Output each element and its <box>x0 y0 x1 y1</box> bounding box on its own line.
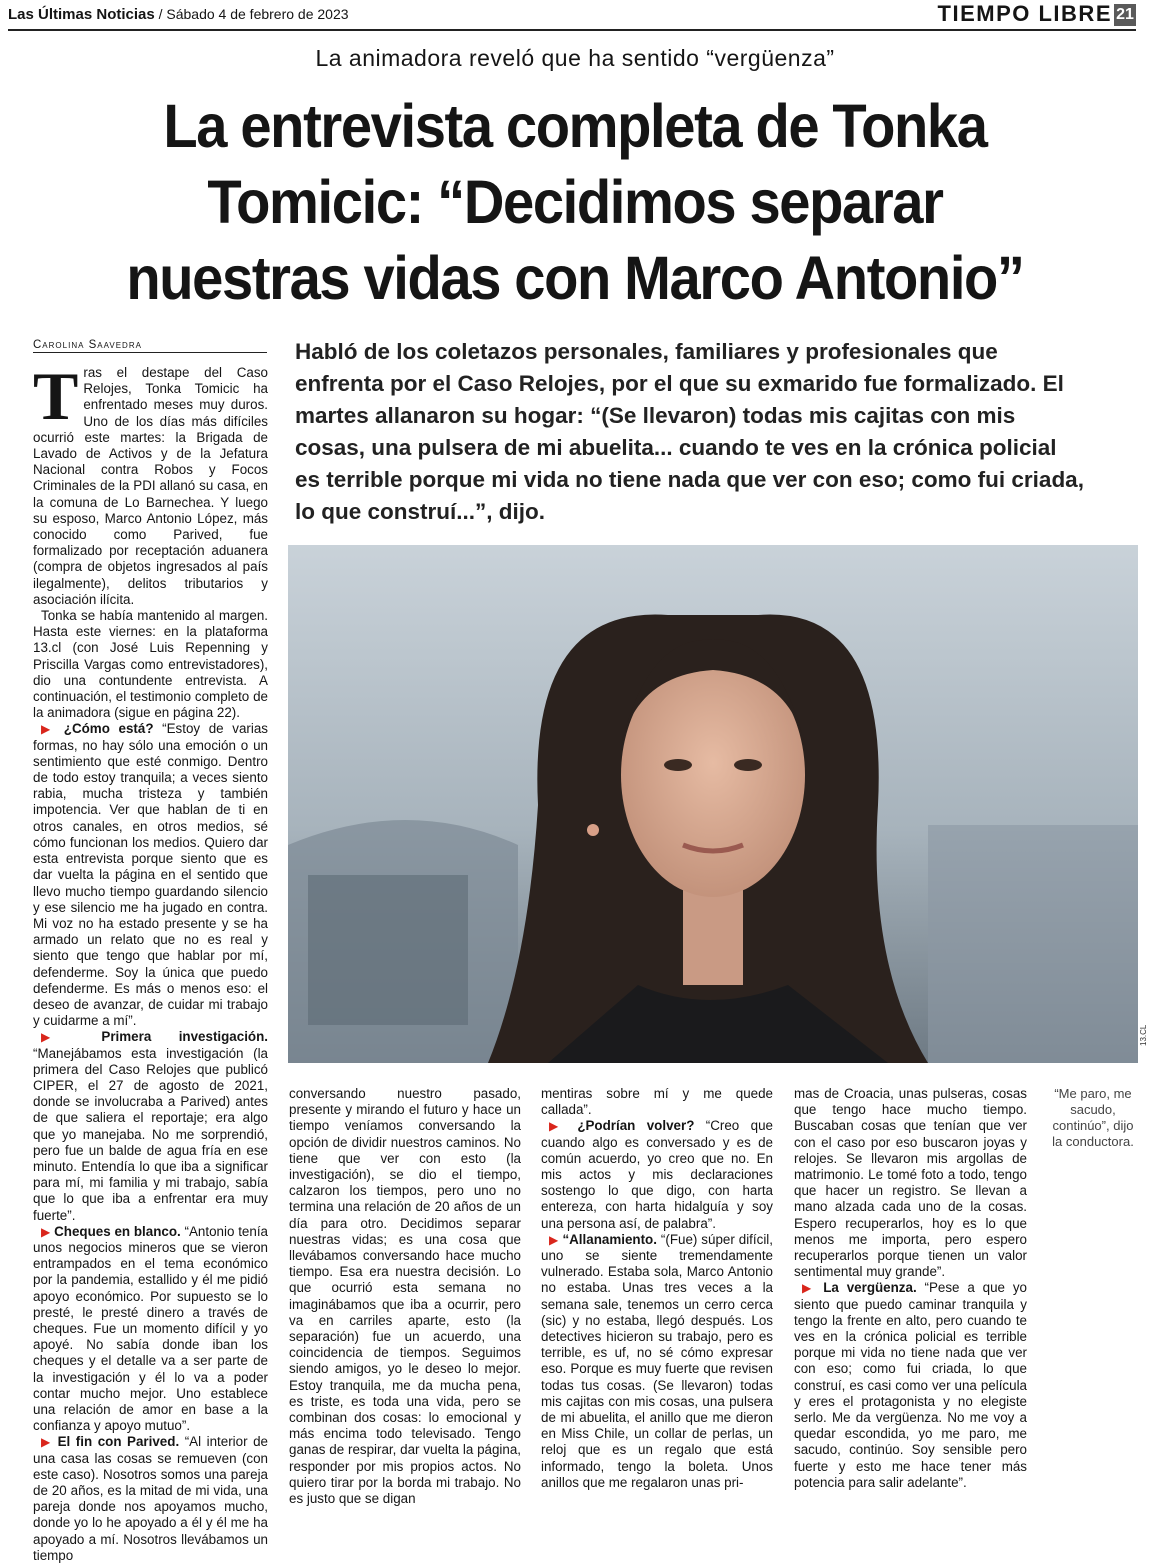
subhead: Cheques en blanco. <box>54 1223 181 1239</box>
triangle-bullet-icon: ▶ <box>41 1224 51 1239</box>
subhead: ¿Cómo está? <box>63 721 154 737</box>
pull-quote: “Me paro, me sacudo, continúo”, dijo la conductora. <box>1052 1086 1134 1149</box>
triangle-bullet-icon: ▶ <box>802 1281 816 1296</box>
newspaper-name: Las Últimas Noticias <box>8 6 155 23</box>
body-column-4 <box>794 1086 1027 1491</box>
section-label: TIEMPO LIBRE <box>937 1 1112 26</box>
page-number: 21 <box>1114 4 1136 26</box>
triangle-bullet-icon: ▶ <box>549 1232 559 1247</box>
drop-cap: T <box>33 358 79 434</box>
paragraph: Tonka se había mantenido al margen. Hasta este viernes: en la plataforma 13.cl (con José Luis Repenning y Priscilla Vargas como entrevistadores), dio una contundente entrevista. A continuación, el testimonio completo de la animadora (sigue en página 22). <box>33 608 268 721</box>
body-column-2 <box>289 1086 521 1507</box>
section-paragraph: ▶ Primera investigación. “Manejábamos esta investigación (la primera del Caso Relojes que publicó CIPER, el 27 de agosto de 2021, donde se involucraba a Parived) antes de que saliera el reportaje; era algo que yo manejaba. No me sorprendió, pero fue un balde de agua fría en ese minuto. Entendía lo que iba a significar para mí, mi familia y mi trabajo, sabía que lo que iba a enfrentar era muy fuerte”. <box>33 1029 268 1223</box>
subhead: El fin con Parived. <box>57 1434 180 1450</box>
section-paragraph: ▶ ¿Podrían volver? “Creo que cuando algo es conversado y es de común acuerdo, yo creo que no. En mis actos y mis declaraciones sostengo lo que digo, con harta entereza, con harta hidalguía y soy una persona así, de palabra”. <box>541 1118 773 1231</box>
triangle-bullet-icon: ▶ <box>41 1435 53 1450</box>
triangle-bullet-icon: ▶ <box>41 1030 74 1045</box>
publication-date: / Sábado 4 de febrero de 2023 <box>154 6 349 22</box>
photo-credit: 13.CL <box>1139 1024 1148 1046</box>
headline <box>64 88 1085 316</box>
section-paragraph: ▶ El fin con Parived. “Al interior de una casa las cosas se remueven (con este caso). Nosotros somos una pareja de 20 años, es la mitad de mi vida, una pareja donde nos apoyamos mucho, donde yo lo he apoyado a él y él me ha apoyado a mí. Nosotros llevábamos un tiempo <box>33 1434 268 1563</box>
masthead-left <box>8 6 349 23</box>
triangle-bullet-icon: ▶ <box>549 1119 566 1134</box>
triangle-bullet-icon: ▶ <box>41 722 56 737</box>
section-paragraph: ▶ “Allanamiento. “(Fue) súper difícil, uno se siente tremendamente vulnerado. Estaba sola, Marco Antonio no estaba. Unas tres veces a la semana sale, tenemos un cerro cerca (sic) y no estaba, llegó después. Los detectives hicieron su trabajo, pero es terrible, es uf, no sé cómo expresar eso. Porque es muy fuerte que revisen todas tus cosas. (Se llevaron) todas mis cajitas con mis cosas, una pulsera de mi abuelita, el anillo que me dieron en Miss Chile, un collar de perlas, un reloj que es un regalo que está informado, tengo la boleta. Unos anillos que me regalaron unas pri- <box>541 1231 773 1490</box>
headline-line-2: Tomicic: “Decidimos separar <box>207 168 943 236</box>
subhead: Primera investigación. <box>101 1029 268 1045</box>
subhead: La vergüenza. <box>823 1280 917 1296</box>
intro-paragraph: Tras el destape del Caso Relojes, Tonka Tomicic ha enfrentado meses muy duros. Uno de los días más difíciles ocurrió este martes: la Brigada de Lavado de Activos y de la Jefatura Nacional contra Robos y Focos Criminales de la PDI allanó su casa, en la comuna de Lo Barnechea. Y luego su esposo, Marco Antonio López, más conocido como Parived, fue formalizado por receptación aduanera (compra de objetos ingresados al país ilegalmente), delitos tributarios y asociación ilícita. <box>33 358 268 607</box>
body-column-1 <box>33 358 268 1564</box>
byline: Carolina Saavedra <box>33 339 142 351</box>
paragraph: conversando nuestro pasado, presente y mirando el futuro y hace un tiempo veníamos conversando la opción de dividir nuestros caminos. No tiene que ver con esto (la investigación), se dio el tiempo, calzaron los tiempos, pero uno no termina una relación de 20 años de un día para otro. Decidimos separar nuestras vidas; es una cosa que llevábamos conversando hace mucho tiempo. Esa era nuestra decisión. Lo que ocurrió esta semana no imaginábamos que iba a ocurrir, pero va en carriles aparte, esto (la separación) fue un acuerdo, una coincidencia de tiempos. Seguimos siendo amigos, yo le deseo lo mejor. Estoy tranquila, me da mucha pena, es triste, es toda una vida, pero se combinan dos cosas: lo emocional y más encima todo televisado. Tengo ganas de respirar, dar vuelta la página, responder por mis propios actos. No quiero tirar por la borda mi trabajo. No es justo que se digan <box>289 1086 521 1507</box>
section-paragraph: ▶ ¿Cómo está? “Estoy de varias formas, no hay sólo una emoción o un sentimiento que esté conmigo. Dentro de todo estoy tranquila; a veces siento rabia, mucha tristeza y también impotencia. Ver que hablan de ti en otros canales, en otros medios, sé cómo funcionan los medios. Quiero dar esta entrevista porque siento que es dar vuelta la página en el sentido que llevo mucho tiempo guardando silencio y ese silencio me ha jugado en contra. Mi voz no ha estado presente y se ha armado un relato que no es real y siento que tengo que hablar por mí, defenderme. Soy la única que puedo defenderme. Es más o menos eso: el deseo de avanzar, de cuidar mi trabajo y cuidarme a mí”. <box>33 721 268 1029</box>
headline-line-3: nuestras vidas con Marco Antonio” <box>126 244 1024 312</box>
article-photo <box>288 545 1138 1063</box>
section-paragraph: ▶ La vergüenza. “Pese a que yo siento que puedo caminar tranquila y tengo la frente en alto, pero cuando te ves en la crónica policial es terrible porque mi vida no tiene nada que ver con eso; como fui criada, lo que construí, es casi como ver una película y eres el protagonista y no elegiste serlo. Me da vergüenza. No me voy a quedar escondida, yo me paro, me sacudo, continúo. Soy sensible pero fuerte y esto me hace tener más potencia para salir adelante”. <box>794 1280 1027 1490</box>
masthead-rule <box>8 29 1136 31</box>
byline-rule <box>33 352 267 353</box>
portrait-illustration <box>288 545 1138 1063</box>
lead-paragraph: Habló de los coletazos personales, familiares y profesionales que enfrenta por el Caso Relojes, por el que su exmarido fue formalizado. El martes allanaron su hogar: “(Se llevaron) todas mis cajitas con mis cosas, una pulsera de mi abuelita... cuando te ves en la crónica policial es terrible porque mi vida no tiene nada que ver con eso; como fui criada, lo que construí...”, dijo. <box>295 339 1084 524</box>
body-column-3 <box>541 1086 773 1491</box>
kicker: La animadora reveló que ha sentido “vergüenza” <box>315 45 835 71</box>
paragraph: mentiras sobre mí y me quede callada”. <box>541 1086 773 1118</box>
subhead: ¿Podrían volver? <box>577 1118 695 1134</box>
subhead: “Allanamiento. <box>562 1231 657 1247</box>
section-paragraph: ▶ Cheques en blanco. “Antonio tenía unos negocios mineros que se vieron entrampados en el tema económico por la pandemia, estallido y él me pidió apoyo económico. Por supuesto se lo presté, le presté dinero a través de cheques. Fue un momento difícil y yo apoyé. No sabía donde iban los cheques y el detalle va a ser parte de la investigación y él lo va a poder contar mucho mejor. Uno establece una relación de amor en base a la confianza y apoyo mutuo”. <box>33 1223 268 1434</box>
headline-line-1: La entrevista completa de Tonka <box>163 92 987 160</box>
paragraph: mas de Croacia, unas pulseras, cosas que tengo hace mucho tiempo. Buscaban cosas que tenían que ver con el caso por eso buscaron joyas y relojes. Se llevaron mis argollas de matrimonio. Le tomé foto a todo, tengo que hacer un registro. Se llevan a mano alzada cada uno de la cosas. Espero recuperarlos, hoy es lo que menos me importa, pero espero recuperarlos porque tienen un valor sentimental muy grande”. <box>794 1086 1027 1280</box>
